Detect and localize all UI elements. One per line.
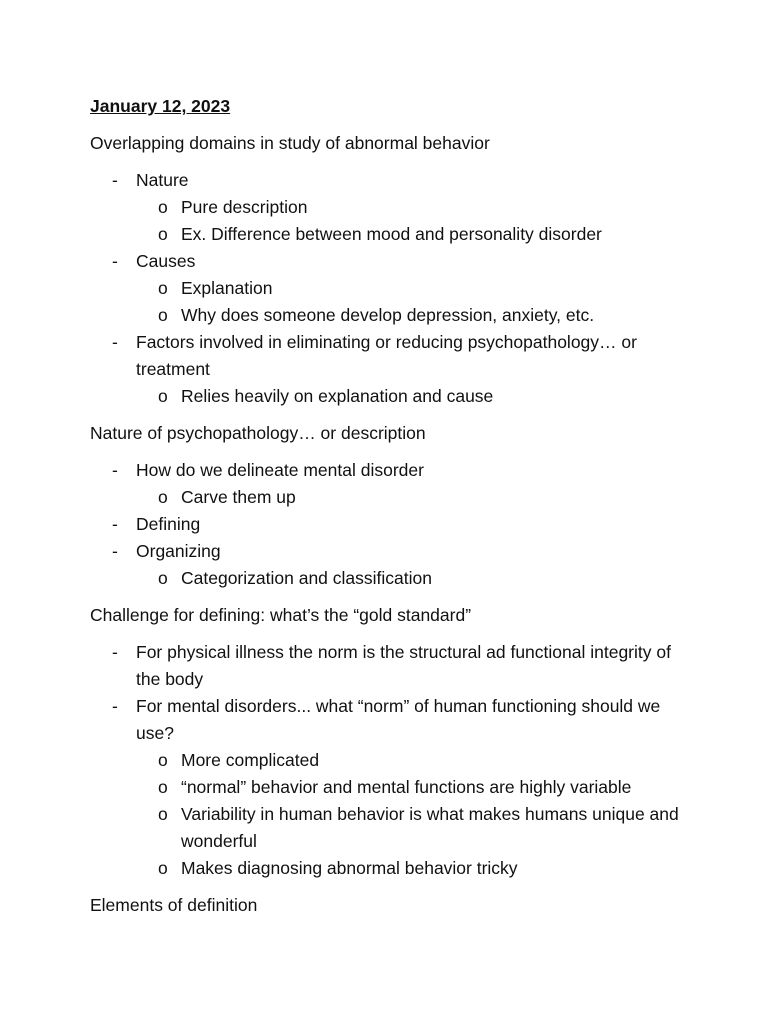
circle-bullet-icon: o — [158, 777, 168, 797]
circle-bullet-icon: o — [158, 197, 168, 217]
circle-bullet-icon: o — [158, 487, 168, 507]
sub-list-item — [136, 383, 690, 410]
list-item — [90, 538, 690, 592]
circle-bullet-icon: o — [158, 750, 168, 770]
sub-list-item-text: Explanation — [181, 278, 273, 298]
sub-list-item — [136, 275, 690, 302]
sub-list-item — [136, 747, 690, 774]
circle-bullet-icon: o — [158, 568, 168, 588]
sub-list-item-text: Relies heavily on explanation and cause — [181, 386, 494, 406]
list-item — [90, 639, 690, 693]
bullet-list — [90, 457, 690, 592]
sub-list-item-text: Why does someone develop depression, anxiety, etc. — [181, 305, 595, 325]
dash-bullet-icon: - — [112, 541, 118, 561]
sub-list-item-text: Categorization and classification — [181, 568, 432, 588]
sub-list-item-text: Pure description — [181, 197, 308, 217]
dash-bullet-icon: - — [112, 251, 118, 271]
sub-list-item — [136, 801, 690, 855]
list-item — [90, 457, 690, 511]
section-heading: Nature of psychopathology… or description — [90, 423, 426, 443]
sub-list-item — [136, 774, 690, 801]
list-item — [90, 511, 690, 538]
list-item-text: For mental disorders... what “norm” of human functioning should we use? — [136, 696, 661, 743]
sub-bullet-list — [136, 275, 690, 329]
bullet-list — [90, 639, 690, 882]
list-item-text: Causes — [136, 251, 196, 271]
list-item-text: Organizing — [136, 541, 221, 561]
document-body — [90, 93, 690, 929]
sub-list-item-text: More complicated — [181, 750, 320, 770]
circle-bullet-icon: o — [158, 224, 168, 244]
list-item — [90, 693, 690, 882]
sub-list-item — [136, 484, 690, 511]
circle-bullet-icon: o — [158, 386, 168, 406]
dash-bullet-icon: - — [112, 514, 118, 534]
list-item-text: Factors involved in eliminating or reducing psychopathology… or treatment — [136, 332, 637, 379]
date-heading: January 12, 2023 — [90, 96, 231, 116]
section-heading: Challenge for defining: what’s the “gold standard” — [90, 605, 472, 625]
sub-bullet-list — [136, 565, 690, 592]
list-item — [90, 329, 690, 410]
dash-bullet-icon: - — [112, 332, 118, 352]
circle-bullet-icon: o — [158, 858, 168, 878]
sub-list-item-text: Carve them up — [181, 487, 296, 507]
list-item — [90, 248, 690, 329]
section-heading: Elements of definition — [90, 895, 258, 915]
bullet-list — [90, 167, 690, 410]
list-item-text: Nature — [136, 170, 189, 190]
dash-bullet-icon: - — [112, 460, 118, 480]
sub-list-item-text: Makes diagnosing abnormal behavior tricky — [181, 858, 518, 878]
list-item — [90, 167, 690, 248]
dash-bullet-icon: - — [112, 696, 118, 716]
sub-bullet-list — [136, 747, 690, 882]
sub-list-item-text: Variability in human behavior is what makes humans unique and wonderful — [181, 804, 679, 851]
list-item-text: How do we delineate mental disorder — [136, 460, 424, 480]
sub-list-item — [136, 302, 690, 329]
list-item-text: Defining — [136, 514, 201, 534]
section-heading: Overlapping domains in study of abnormal behavior — [90, 133, 490, 153]
sub-bullet-list — [136, 383, 690, 410]
sub-list-item — [136, 855, 690, 882]
list-item-text: For physical illness the norm is the structural ad functional integrity of the body — [136, 642, 671, 689]
circle-bullet-icon: o — [158, 305, 168, 325]
sub-bullet-list — [136, 194, 690, 248]
sub-list-item — [136, 194, 690, 221]
dash-bullet-icon: - — [112, 170, 118, 190]
sub-bullet-list — [136, 484, 690, 511]
dash-bullet-icon: - — [112, 642, 118, 662]
sub-list-item-text: “normal” behavior and mental functions are highly variable — [181, 777, 632, 797]
sub-list-item — [136, 565, 690, 592]
circle-bullet-icon: o — [158, 278, 168, 298]
circle-bullet-icon: o — [158, 804, 168, 824]
sub-list-item — [136, 221, 690, 248]
sub-list-item-text: Ex. Difference between mood and personality disorder — [181, 224, 602, 244]
